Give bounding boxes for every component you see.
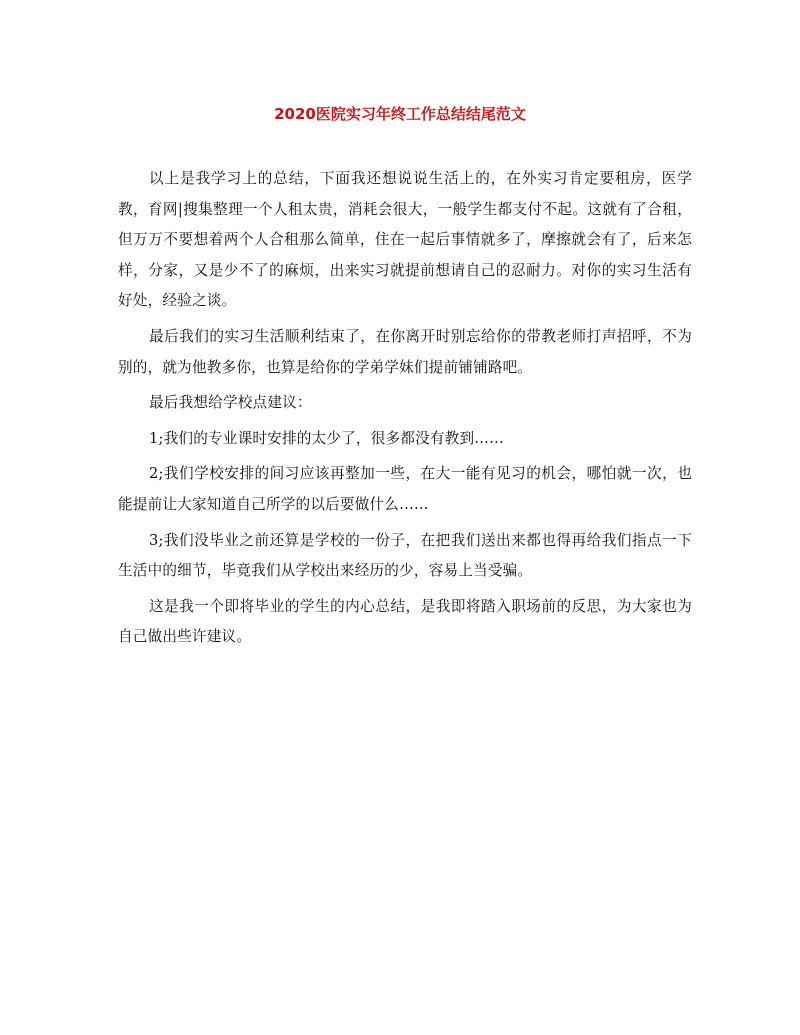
paragraph-suggestion-1: 1;我们的专业课时安排的太少了，很多都没有教到…… bbox=[149, 429, 504, 447]
paragraph-life-advice: 以上是我学习上的总结，下面我还想说说生活上的，在外实习肯定要租房，医学教，育网|搜集整理一个人租太贵，消耗会很大，一般学生都支付不起。这就有了合租，但万万不要想着两个人合租那么简单，住在一起后事情就多了，摩擦就会有了，后来怎样，分家，又是少不了的麻烦，出来实习就提前想请自己的忍耐力。对你的实习生活有好处，经验之谈。 bbox=[118, 170, 692, 310]
paragraph-suggestion-3: 3;我们没毕业之前还算是学校的一份子，在把我们送出来都也得再给我们指点一下生活中的细节，毕竟我们从学校出来经历的少，容易上当受骗。 bbox=[118, 531, 692, 580]
paragraph-conclusion: 这是我一个即将毕业的学生的内心总结，是我即将踏入职场前的反思，为大家也为自己做出些许建议。 bbox=[118, 597, 692, 646]
document-body bbox=[118, 164, 692, 658]
document-title: 2020医院实习年终工作总结结尾范文 bbox=[274, 105, 526, 123]
paragraph-farewell: 最后我们的实习生活顺利结束了，在你离开时别忘给你的带教老师打声招呼，不为别的，就为他教多你，也算是给你的学弟学妹们提前铺铺路吧。 bbox=[118, 327, 692, 376]
paragraph-suggestions-intro: 最后我想给学校点建议： bbox=[149, 394, 312, 412]
paragraph-suggestion-2: 2;我们学校安排的间习应该再整加一些，在大一能有见习的机会，哪怕就一次，也能提前让大家知道自己所学的以后要做什么…… bbox=[118, 465, 692, 513]
